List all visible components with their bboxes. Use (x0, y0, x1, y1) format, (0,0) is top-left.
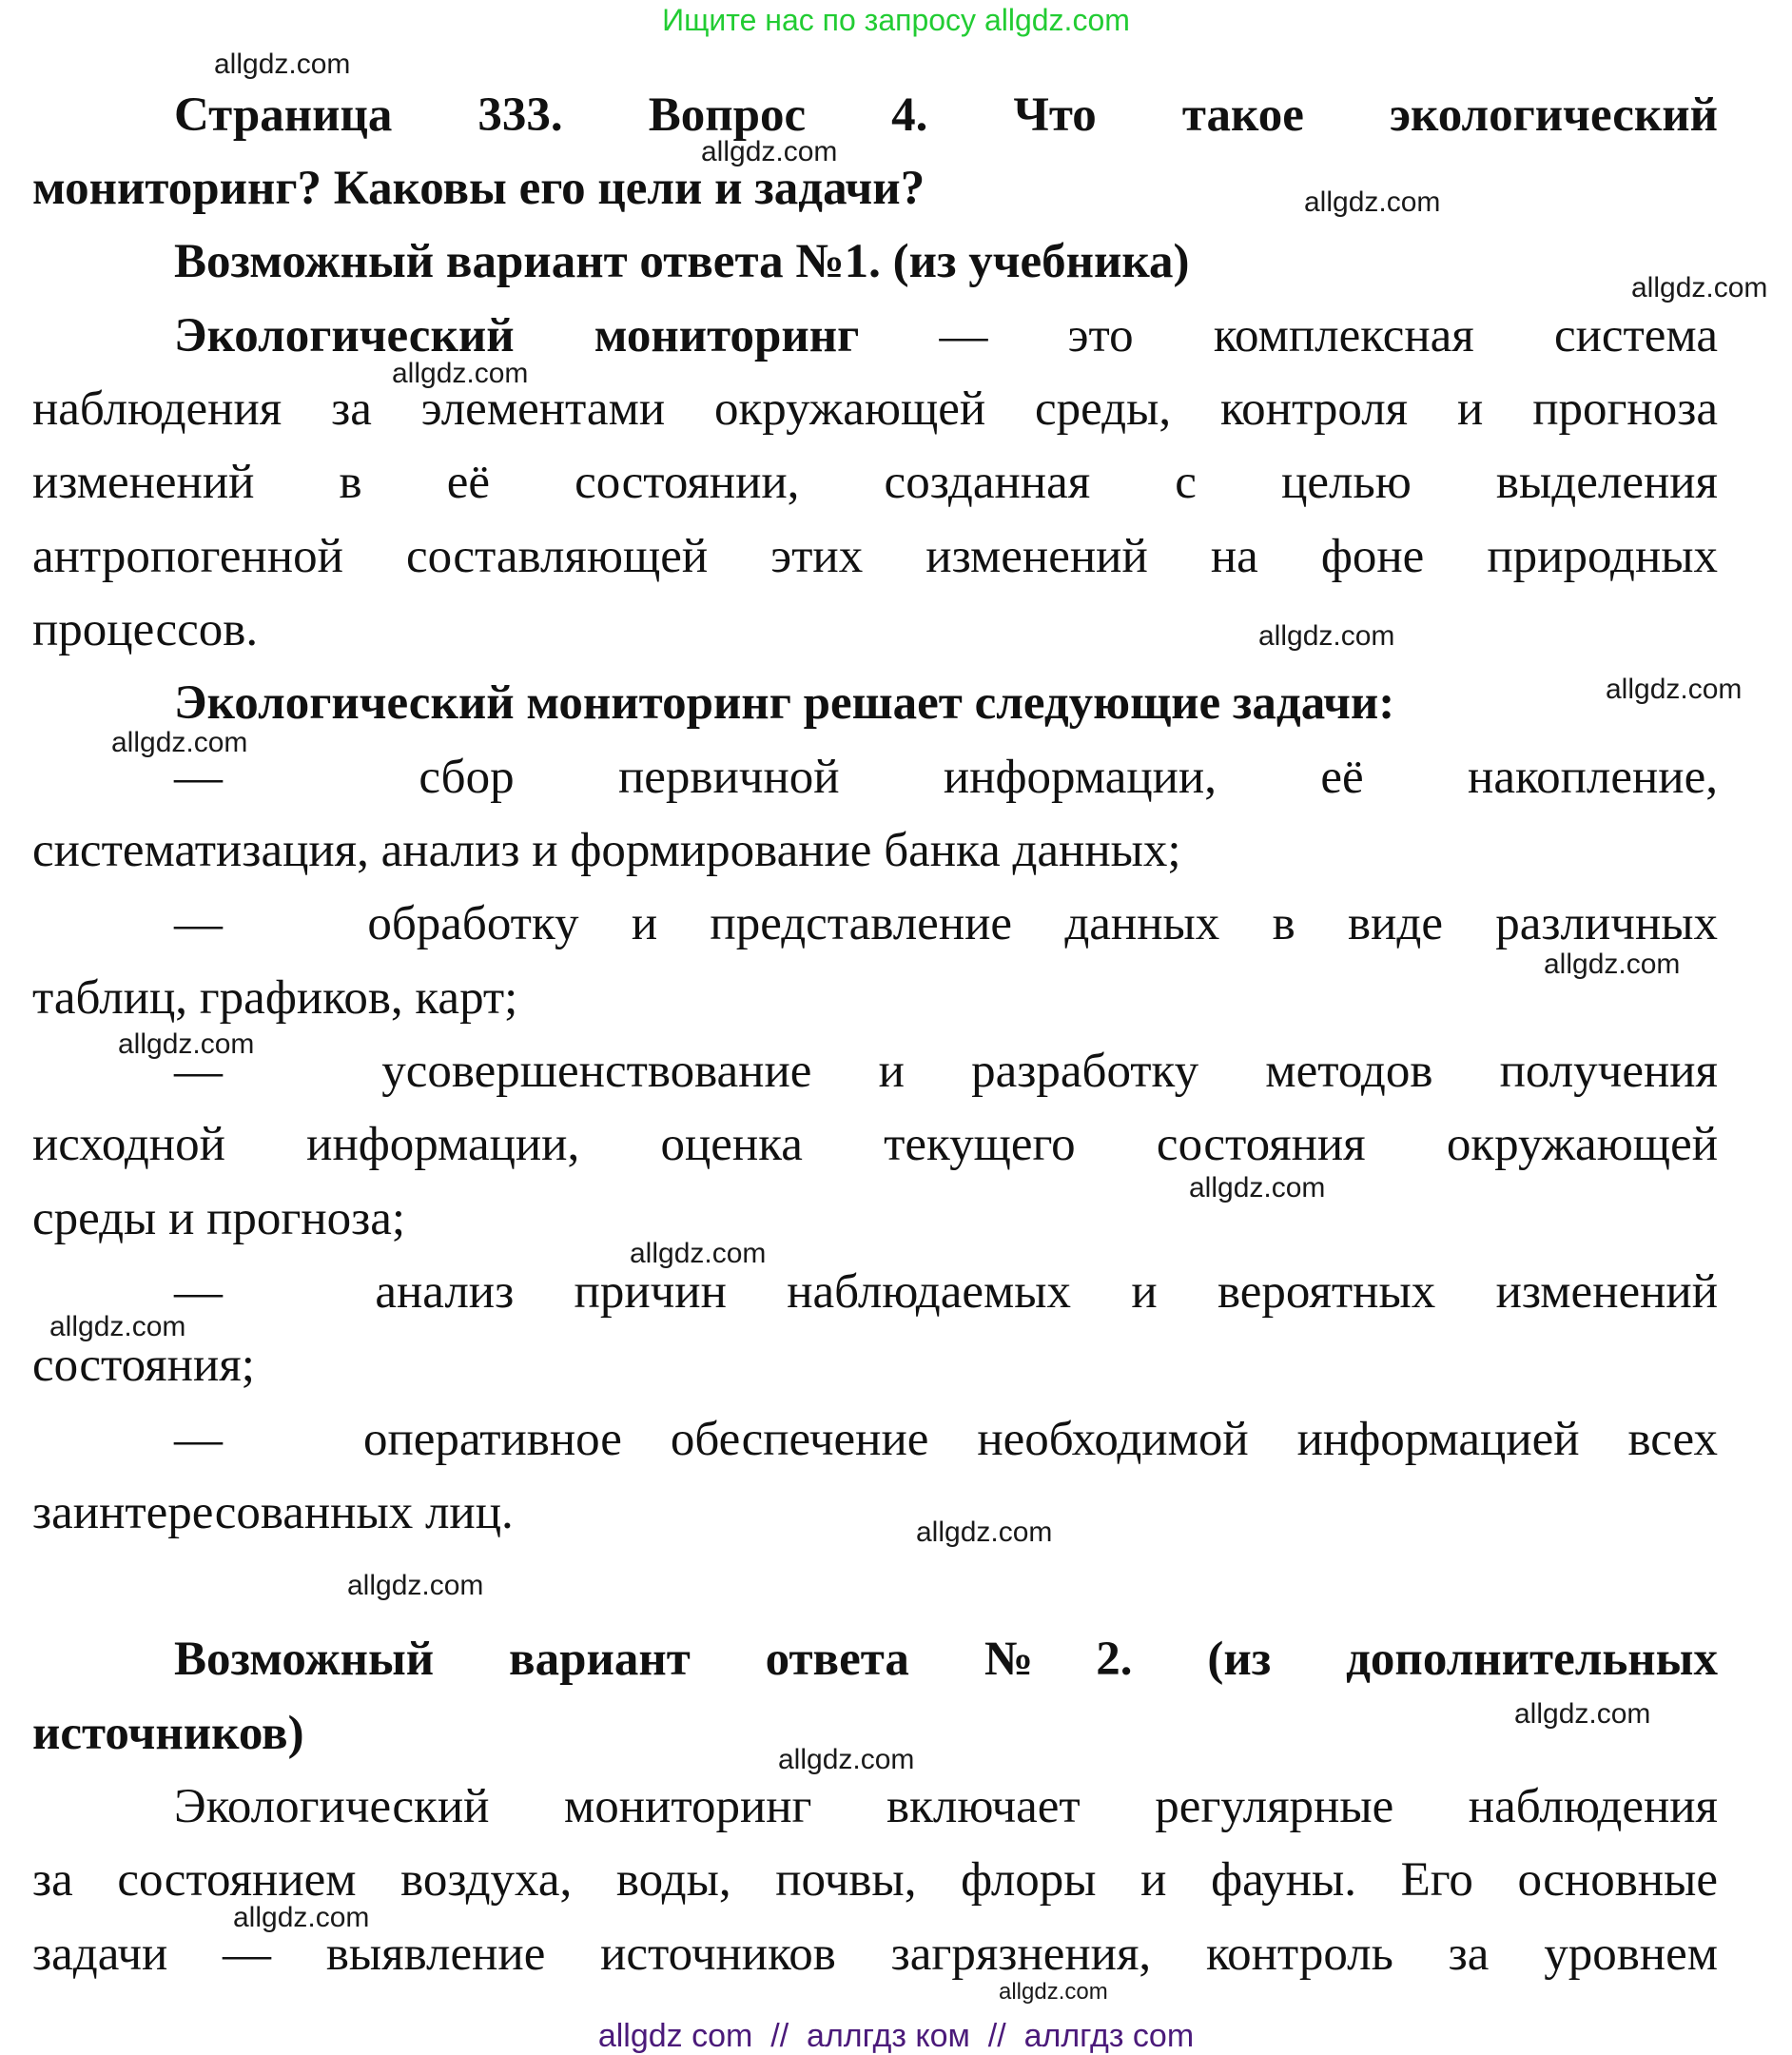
watermark: allgdz.com (916, 1517, 1053, 1548)
dash-bullet: — (174, 1265, 223, 1319)
answer2-heading-line1: Возможный вариант ответа №2. (из дополнительных (174, 1633, 1718, 1686)
dash-bullet: — (174, 751, 223, 804)
answer2-heading-line2: источников) (32, 1707, 304, 1760)
task-1-line2: систематизация, анализ и формирование банка данных; (32, 824, 1181, 877)
answer1-heading: Возможный вариант ответа №1. (из учебника) (174, 235, 1190, 288)
watermark: allgdz.com (49, 1311, 186, 1342)
definition-term: Экологический мониторинг (174, 309, 860, 362)
watermark: allgdz.com (1631, 272, 1768, 303)
answer2-line2: за состоянием воздуха, воды, почвы, флоры и фауны. Его основные (32, 1853, 1718, 1907)
watermark: allgdz.com (999, 1979, 1108, 2005)
watermark: allgdz.com (111, 727, 248, 758)
watermark: allgdz.com (1189, 1172, 1326, 1204)
bottom-banner: allgdz com // аллгдз ком // аллгдз com (597, 2018, 1195, 2054)
question-title-line1: Страница 333. Вопрос 4. Что такое экологический (174, 88, 1718, 142)
answer2-line1: Экологический мониторинг включает регулярные наблюдения (174, 1780, 1718, 1833)
task-2-line1 (174, 895, 1718, 952)
task-2-text: обработку и представление данных в виде различных (367, 897, 1718, 950)
dash-bullet: — (174, 1413, 223, 1466)
task-5-text: оперативное обеспечение необходимой информацией всех (362, 1413, 1719, 1466)
task-3-text: усовершенствование и разработку методов получения (381, 1045, 1718, 1098)
task-4-text: анализ причин наблюдаемых и вероятных изменений (375, 1265, 1718, 1319)
watermark: allgdz.com (1304, 186, 1441, 218)
watermark: allgdz.com (1514, 1698, 1651, 1730)
task-5-line1 (174, 1411, 1718, 1468)
watermark: allgdz.com (392, 358, 529, 389)
task-1-line1 (174, 749, 1718, 806)
definition-line3: изменений в её состоянии, созданная с целью выделения (32, 456, 1718, 509)
definition-line2: наблюдения за элементами окружающей среды, контроля и прогноза (32, 382, 1718, 436)
definition-line1 (174, 307, 1718, 364)
watermark: allgdz.com (1258, 620, 1395, 652)
task-3-line1 (174, 1043, 1718, 1100)
tasks-heading: Экологический мониторинг решает следующие задачи: (174, 676, 1395, 730)
watermark: allgdz.com (214, 49, 351, 80)
watermark: allgdz.com (347, 1570, 484, 1601)
definition-text: — это комплексная система (939, 309, 1718, 362)
dash-bullet: — (174, 897, 223, 950)
task-1-text: сбор первичной информации, её накопление, (419, 751, 1718, 804)
question-title-line2: мониторинг? Каковы его цели и задачи? (32, 162, 925, 215)
task-4-line2: состояния; (32, 1339, 255, 1392)
watermark: allgdz.com (1606, 674, 1743, 705)
definition-line4: антропогенной составляющей этих изменений на фоне природных (32, 530, 1718, 583)
watermark: allgdz.com (233, 1902, 370, 1933)
task-4-line1 (174, 1263, 1718, 1321)
dash-bullet: — (174, 1045, 223, 1098)
task-5-line2: заинтересованных лиц. (32, 1486, 514, 1539)
watermark: allgdz.com (630, 1238, 767, 1269)
task-3-line3: среды и прогноза; (32, 1192, 406, 1245)
top-banner: Ищите нас по запросу allgdz.com (662, 3, 1130, 37)
answer2-line3: задачи — выявление источников загрязнения, контроль за уровнем (32, 1928, 1718, 1981)
watermark: allgdz.com (701, 136, 838, 167)
task-2-line2: таблиц, графиков, карт; (32, 971, 518, 1025)
definition-line5: процессов. (32, 603, 259, 656)
watermark: allgdz.com (118, 1028, 255, 1060)
task-3-line2: исходной информации, оценка текущего состояния окружающей (32, 1118, 1718, 1171)
watermark: allgdz.com (778, 1744, 915, 1775)
watermark: allgdz.com (1544, 949, 1681, 980)
